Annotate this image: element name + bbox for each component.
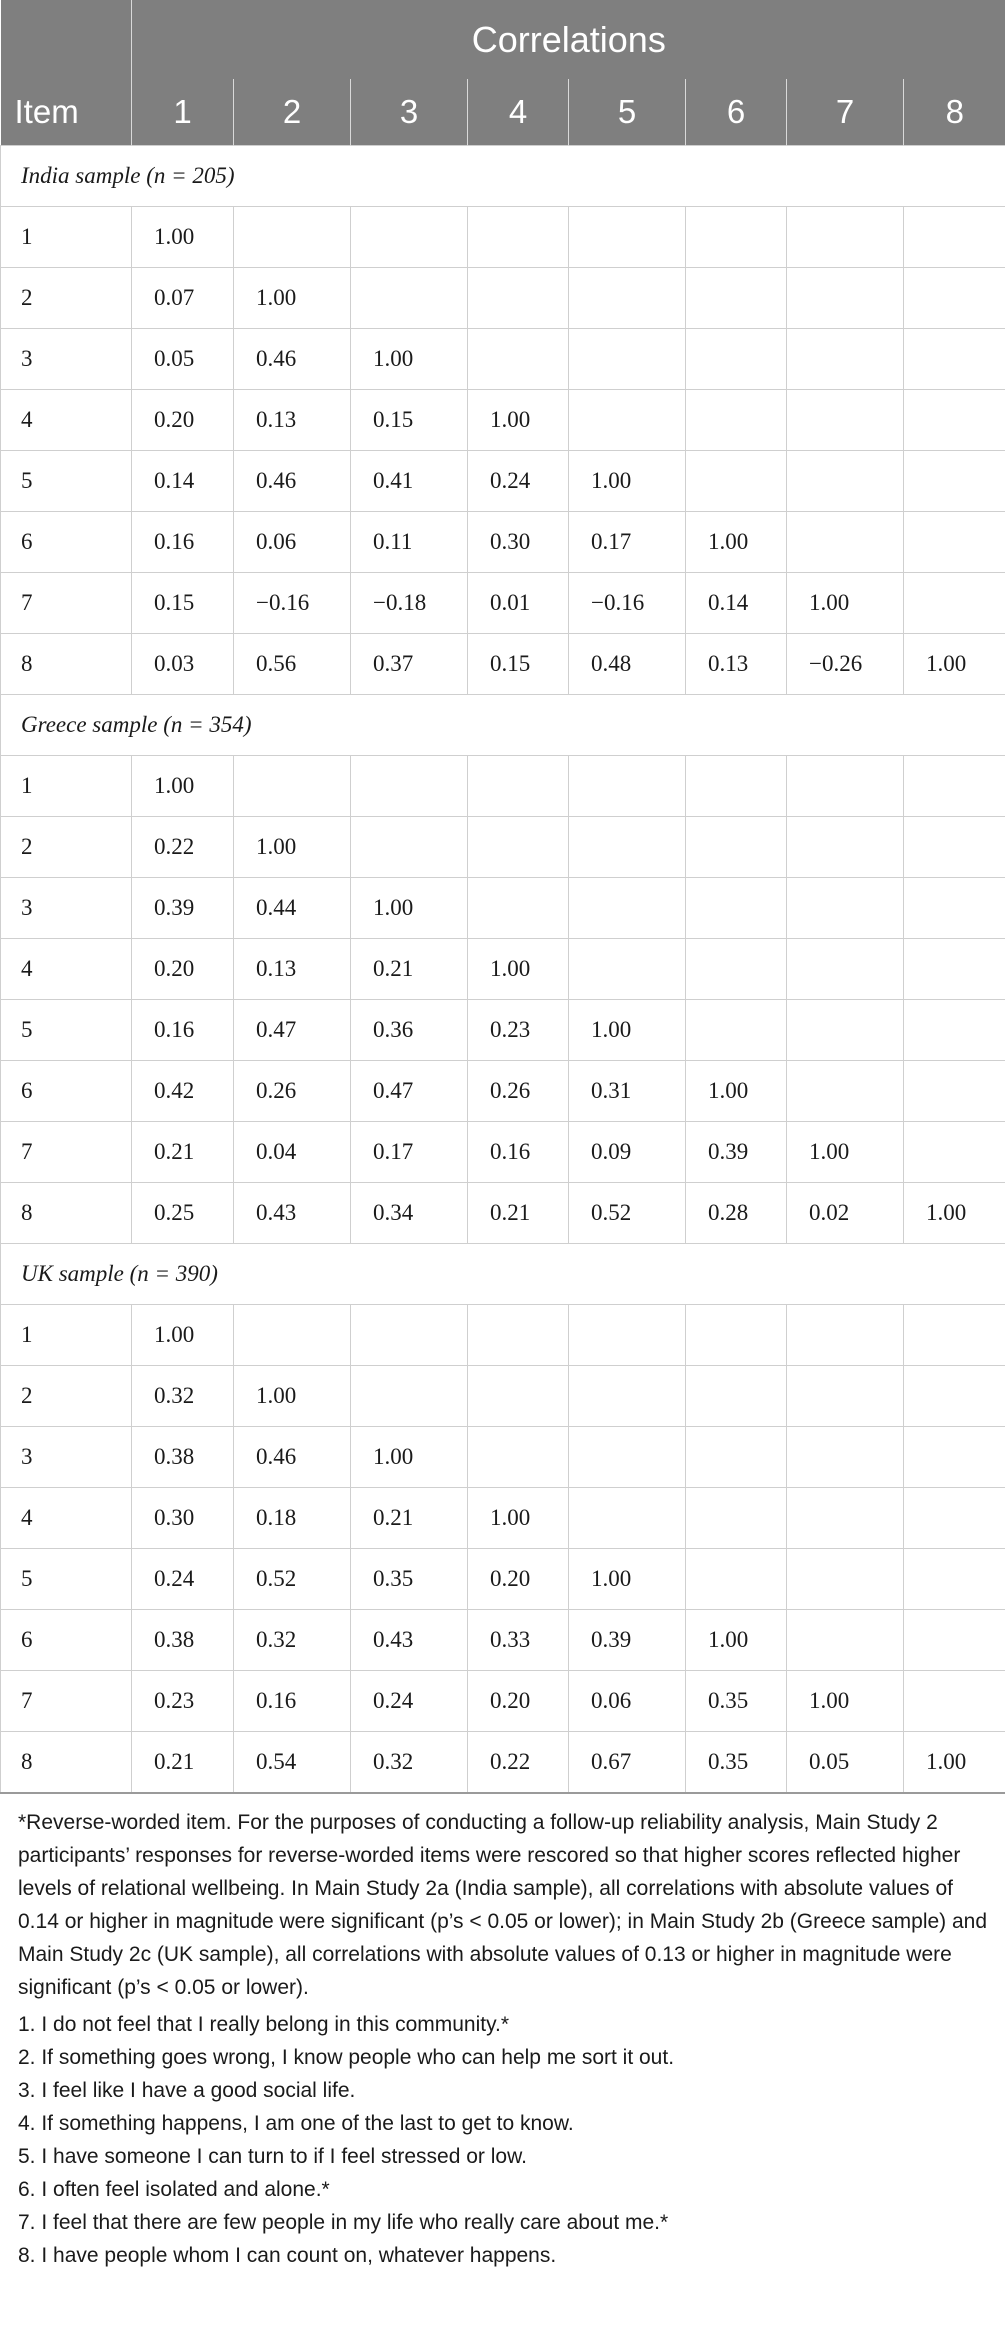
table-row	[1, 1366, 1005, 1427]
correlation-cell	[351, 1366, 468, 1427]
correlation-cell: 1.00	[468, 1488, 569, 1549]
table-row	[1, 512, 1005, 573]
item-number-cell: 4	[1, 1488, 132, 1549]
correlation-cell: 0.43	[351, 1610, 468, 1671]
table-row	[1, 1000, 1005, 1061]
correlation-cell: 0.39	[569, 1610, 686, 1671]
correlation-cell: 0.17	[569, 512, 686, 573]
item-number-cell: 8	[1, 1732, 132, 1794]
correlation-cell: 0.32	[234, 1610, 351, 1671]
correlation-cell	[787, 1488, 904, 1549]
correlation-cell: 0.43	[234, 1183, 351, 1244]
table-row	[1, 634, 1005, 695]
correlation-cell: 0.15	[351, 390, 468, 451]
table-row	[1, 329, 1005, 390]
item-number-cell: 6	[1, 1610, 132, 1671]
correlation-cell: −0.16	[569, 573, 686, 634]
correlation-cell	[787, 512, 904, 573]
correlation-cell	[904, 756, 1005, 817]
correlation-cell	[569, 1488, 686, 1549]
correlation-cell	[787, 451, 904, 512]
correlation-cell: 1.00	[234, 1366, 351, 1427]
table-row	[1, 451, 1005, 512]
item-description: 8. I have people whom I can count on, whatever happens.	[18, 2244, 557, 2267]
correlation-cell	[686, 207, 787, 268]
item-number-cell: 5	[1, 1549, 132, 1610]
correlation-cell	[351, 207, 468, 268]
section-label: UK sample (n = 390)	[1, 1244, 1005, 1305]
correlation-cell	[569, 939, 686, 1000]
correlations-group-header: Correlations	[132, 0, 1005, 79]
correlation-cell	[904, 1000, 1005, 1061]
correlation-cell: 1.00	[132, 1305, 234, 1366]
table-row	[1, 1732, 1005, 1794]
item-number-cell: 2	[1, 817, 132, 878]
correlation-cell: 0.24	[132, 1549, 234, 1610]
table-row	[1, 1183, 1005, 1244]
correlation-cell: 0.22	[468, 1732, 569, 1794]
correlation-cell: 0.21	[351, 939, 468, 1000]
correlation-cell	[904, 1488, 1005, 1549]
item-number-cell: 3	[1, 1427, 132, 1488]
correlation-cell	[468, 1366, 569, 1427]
correlation-cell: 0.46	[234, 451, 351, 512]
column-header: 3	[351, 79, 468, 146]
correlation-cell: 0.14	[132, 451, 234, 512]
correlation-cell	[904, 329, 1005, 390]
correlation-cell: 1.00	[686, 1610, 787, 1671]
correlation-cell	[686, 1488, 787, 1549]
correlation-cell	[686, 329, 787, 390]
correlation-cell	[904, 1549, 1005, 1610]
correlation-cell: 0.21	[132, 1732, 234, 1794]
correlation-cell: 0.32	[351, 1732, 468, 1794]
column-header: 2	[234, 79, 351, 146]
correlation-cell	[787, 1549, 904, 1610]
table-row	[1, 1061, 1005, 1122]
correlation-cell: 0.17	[351, 1122, 468, 1183]
correlation-cell	[569, 817, 686, 878]
correlation-cell	[569, 878, 686, 939]
correlation-cell	[904, 817, 1005, 878]
correlation-cell: 1.00	[468, 390, 569, 451]
correlation-cell: 0.20	[132, 939, 234, 1000]
item-number-cell: 3	[1, 878, 132, 939]
correlation-cell: 0.24	[468, 451, 569, 512]
correlation-cell	[569, 207, 686, 268]
correlation-cell	[569, 329, 686, 390]
correlation-cell: 0.35	[686, 1732, 787, 1794]
correlation-cell: 0.18	[234, 1488, 351, 1549]
correlation-cell: 0.67	[569, 1732, 686, 1794]
section-row	[1, 695, 1005, 756]
correlation-cell: 1.00	[904, 1732, 1005, 1794]
correlation-cell	[569, 268, 686, 329]
correlation-cell	[787, 878, 904, 939]
correlation-cell	[904, 512, 1005, 573]
correlation-cell: 0.54	[234, 1732, 351, 1794]
correlation-cell: 0.07	[132, 268, 234, 329]
correlation-cell	[351, 817, 468, 878]
table-row	[1, 207, 1005, 268]
correlation-cell	[904, 1610, 1005, 1671]
item-number-cell: 3	[1, 329, 132, 390]
correlation-cell: 0.16	[234, 1671, 351, 1732]
correlation-cell: 1.00	[234, 268, 351, 329]
item-column-header: Item	[1, 79, 132, 146]
item-number-cell: 7	[1, 1122, 132, 1183]
correlation-cell	[468, 207, 569, 268]
table-row	[1, 573, 1005, 634]
correlation-cell	[904, 1305, 1005, 1366]
correlation-cell: 0.05	[787, 1732, 904, 1794]
correlation-cell	[569, 1427, 686, 1488]
correlation-cell	[904, 939, 1005, 1000]
item-number-cell: 2	[1, 268, 132, 329]
correlation-cell: 0.39	[686, 1122, 787, 1183]
correlation-cell: 0.04	[234, 1122, 351, 1183]
correlation-cell	[787, 207, 904, 268]
table-row	[1, 939, 1005, 1000]
table-row	[1, 1610, 1005, 1671]
correlation-cell: 0.20	[132, 390, 234, 451]
correlation-cell: 0.41	[351, 451, 468, 512]
correlation-cell: 0.38	[132, 1427, 234, 1488]
correlation-cell	[234, 756, 351, 817]
correlation-cell: 0.20	[468, 1549, 569, 1610]
table-body	[1, 146, 1005, 1794]
table-row	[1, 817, 1005, 878]
correlation-cell: 1.00	[787, 573, 904, 634]
table-row	[1, 878, 1005, 939]
correlation-cell	[234, 207, 351, 268]
correlation-cell: 0.03	[132, 634, 234, 695]
header-blank-cell	[1, 0, 132, 79]
table-row	[1, 1427, 1005, 1488]
column-header: 6	[686, 79, 787, 146]
correlation-cell	[468, 878, 569, 939]
correlation-cell	[787, 1366, 904, 1427]
correlation-cell: 0.05	[132, 329, 234, 390]
correlation-cell	[468, 329, 569, 390]
correlation-cell: 0.21	[351, 1488, 468, 1549]
correlation-cell: 1.00	[132, 756, 234, 817]
item-description: 4. If something happens, I am one of the last to get to know.	[18, 2112, 574, 2135]
correlation-cell: 1.00	[234, 817, 351, 878]
correlation-cell: 0.38	[132, 1610, 234, 1671]
table-row	[1, 1488, 1005, 1549]
correlation-cell	[234, 1305, 351, 1366]
correlation-cell: 0.48	[569, 634, 686, 695]
correlation-cell	[569, 1366, 686, 1427]
item-description: 7. I feel that there are few people in my life who really care about me.*	[18, 2211, 669, 2234]
section-label: India sample (n = 205)	[1, 146, 1005, 207]
correlation-cell: −0.26	[787, 634, 904, 695]
correlation-cell: 0.44	[234, 878, 351, 939]
correlation-cell	[904, 207, 1005, 268]
column-header: 7	[787, 79, 904, 146]
correlation-cell	[351, 268, 468, 329]
correlation-cell: 1.00	[904, 1183, 1005, 1244]
correlation-cell	[787, 1427, 904, 1488]
correlation-cell	[904, 390, 1005, 451]
correlation-cell: 0.47	[351, 1061, 468, 1122]
correlation-cell: 1.00	[569, 1549, 686, 1610]
correlation-cell: 0.01	[468, 573, 569, 634]
correlation-cell: 0.09	[569, 1122, 686, 1183]
correlation-cell: 1.00	[569, 1000, 686, 1061]
correlation-cell	[468, 756, 569, 817]
correlation-cell: 0.16	[468, 1122, 569, 1183]
correlation-cell: 1.00	[351, 878, 468, 939]
correlation-cell: 1.00	[468, 939, 569, 1000]
correlation-cell	[468, 268, 569, 329]
correlation-cell: 0.21	[468, 1183, 569, 1244]
correlation-cell	[904, 451, 1005, 512]
correlation-cell: 0.42	[132, 1061, 234, 1122]
item-number-cell: 1	[1, 207, 132, 268]
correlation-cell	[569, 1305, 686, 1366]
correlation-cell	[787, 756, 904, 817]
correlation-cell: 0.23	[132, 1671, 234, 1732]
item-description: 1. I do not feel that I really belong in this community.*	[18, 2013, 510, 2036]
correlation-cell: 0.16	[132, 1000, 234, 1061]
item-description: 3. I feel like I have a good social life.	[18, 2079, 356, 2102]
item-number-cell: 8	[1, 634, 132, 695]
correlation-cell: −0.16	[234, 573, 351, 634]
correlation-cell: 1.00	[569, 451, 686, 512]
item-description: 5. I have someone I can turn to if I feel stressed or low.	[18, 2145, 527, 2168]
correlation-cell: 0.31	[569, 1061, 686, 1122]
item-description: 2. If something goes wrong, I know people who can help me sort it out.	[18, 2046, 675, 2069]
column-header: 1	[132, 79, 234, 146]
correlation-cell	[904, 1122, 1005, 1183]
item-number-cell: 7	[1, 573, 132, 634]
correlation-cell: 0.25	[132, 1183, 234, 1244]
correlation-cell	[686, 1366, 787, 1427]
table-row	[1, 268, 1005, 329]
correlation-cell	[686, 390, 787, 451]
item-number-cell: 1	[1, 756, 132, 817]
correlation-cell	[904, 573, 1005, 634]
table-row	[1, 1549, 1005, 1610]
correlation-cell: 0.35	[351, 1549, 468, 1610]
correlation-cell: 1.00	[686, 512, 787, 573]
column-header: 8	[904, 79, 1005, 146]
table-footnote: *Reverse-worded item. For the purposes of conducting a follow-up reliability analysis, Main Study 2 participants’ responses for reverse-worded items were rescored so that higher scores reflected higher levels of relational wellbeing. In Main Study 2a (India sample), all correlations with absolute values of 0.14 or higher in magnitude were significant (p’s < 0.05 or lower); in Main Study 2b (Greece sample) and Main Study 2c (UK sample), all correlations with absolute values of 0.13 or higher in magnitude were significant (p’s < 0.05 or lower).	[18, 1811, 988, 1999]
correlation-cell: 0.06	[234, 512, 351, 573]
correlation-cell: 0.52	[234, 1549, 351, 1610]
correlation-cell	[686, 817, 787, 878]
correlation-cell: 1.00	[787, 1671, 904, 1732]
correlation-cell	[686, 1305, 787, 1366]
correlation-cell	[787, 817, 904, 878]
correlation-cell: 0.23	[468, 1000, 569, 1061]
correlation-cell	[787, 939, 904, 1000]
correlation-cell: 0.02	[787, 1183, 904, 1244]
item-number-cell: 1	[1, 1305, 132, 1366]
correlation-cell	[787, 329, 904, 390]
correlation-cell	[468, 1305, 569, 1366]
table-notes	[0, 1794, 1005, 2272]
table-row	[1, 1122, 1005, 1183]
correlation-cell: 0.15	[468, 634, 569, 695]
correlation-cell	[787, 1061, 904, 1122]
correlation-cell: 1.00	[686, 1061, 787, 1122]
correlation-cell	[787, 268, 904, 329]
correlation-cell: 0.47	[234, 1000, 351, 1061]
correlation-cell: 0.28	[686, 1183, 787, 1244]
correlation-cell: 0.30	[468, 512, 569, 573]
item-description: 6. I often feel isolated and alone.*	[18, 2178, 330, 2201]
table-row	[1, 1671, 1005, 1732]
table-row	[1, 390, 1005, 451]
correlation-cell: 0.32	[132, 1366, 234, 1427]
correlation-cell: 0.30	[132, 1488, 234, 1549]
correlation-cell	[468, 1427, 569, 1488]
item-list	[18, 2008, 989, 2272]
correlation-cell	[686, 939, 787, 1000]
correlation-cell	[686, 1427, 787, 1488]
correlation-cell: 0.56	[234, 634, 351, 695]
section-label: Greece sample (n = 354)	[1, 695, 1005, 756]
correlation-cell: 0.33	[468, 1610, 569, 1671]
correlation-cell: 0.46	[234, 329, 351, 390]
correlation-cell: 0.15	[132, 573, 234, 634]
table-row	[1, 1305, 1005, 1366]
correlation-cell	[686, 756, 787, 817]
correlation-cell: 1.00	[351, 1427, 468, 1488]
correlation-cell	[686, 451, 787, 512]
correlation-cell: 0.11	[351, 512, 468, 573]
correlation-cell: 0.24	[351, 1671, 468, 1732]
correlation-cell: 0.13	[234, 939, 351, 1000]
correlation-cell: 1.00	[132, 207, 234, 268]
correlation-cell	[569, 756, 686, 817]
item-number-cell: 5	[1, 1000, 132, 1061]
correlation-cell	[904, 1366, 1005, 1427]
correlation-cell	[351, 1305, 468, 1366]
correlation-cell	[686, 1549, 787, 1610]
correlation-cell: 0.06	[569, 1671, 686, 1732]
correlation-cell	[904, 878, 1005, 939]
correlation-cell	[351, 756, 468, 817]
item-number-cell: 6	[1, 1061, 132, 1122]
correlation-cell: 0.52	[569, 1183, 686, 1244]
correlation-cell	[468, 817, 569, 878]
correlation-cell: −0.18	[351, 573, 468, 634]
item-number-cell: 8	[1, 1183, 132, 1244]
correlation-cell: 0.16	[132, 512, 234, 573]
item-number-cell: 4	[1, 390, 132, 451]
item-number-cell: 2	[1, 1366, 132, 1427]
section-row	[1, 1244, 1005, 1305]
column-header: 4	[468, 79, 569, 146]
correlation-cell: 0.39	[132, 878, 234, 939]
column-header: 5	[569, 79, 686, 146]
item-number-cell: 4	[1, 939, 132, 1000]
correlation-cell: 0.13	[686, 634, 787, 695]
item-number-cell: 7	[1, 1671, 132, 1732]
correlation-cell: 1.00	[351, 329, 468, 390]
item-number-cell: 5	[1, 451, 132, 512]
correlation-cell: 0.21	[132, 1122, 234, 1183]
correlation-cell: 0.14	[686, 573, 787, 634]
correlation-cell: 1.00	[787, 1122, 904, 1183]
correlation-cell	[787, 1305, 904, 1366]
correlation-cell	[787, 1610, 904, 1671]
correlation-cell: 0.22	[132, 817, 234, 878]
correlation-cell: 0.34	[351, 1183, 468, 1244]
correlation-cell	[686, 268, 787, 329]
correlation-cell: 0.13	[234, 390, 351, 451]
correlation-cell	[904, 1427, 1005, 1488]
correlation-cell: 0.36	[351, 1000, 468, 1061]
correlation-cell	[686, 1000, 787, 1061]
correlation-cell	[787, 1000, 904, 1061]
correlation-cell: 0.20	[468, 1671, 569, 1732]
item-number-cell: 6	[1, 512, 132, 573]
correlation-cell	[904, 1061, 1005, 1122]
correlation-cell	[904, 268, 1005, 329]
correlation-cell	[787, 390, 904, 451]
correlation-cell: 0.35	[686, 1671, 787, 1732]
correlation-cell: 0.26	[468, 1061, 569, 1122]
table-row	[1, 756, 1005, 817]
correlation-cell: 0.37	[351, 634, 468, 695]
section-row	[1, 146, 1005, 207]
correlation-cell	[904, 1671, 1005, 1732]
correlation-cell: 0.26	[234, 1061, 351, 1122]
correlation-cell	[686, 878, 787, 939]
correlation-cell	[569, 390, 686, 451]
correlation-cell: 1.00	[904, 634, 1005, 695]
correlation-cell: 0.46	[234, 1427, 351, 1488]
